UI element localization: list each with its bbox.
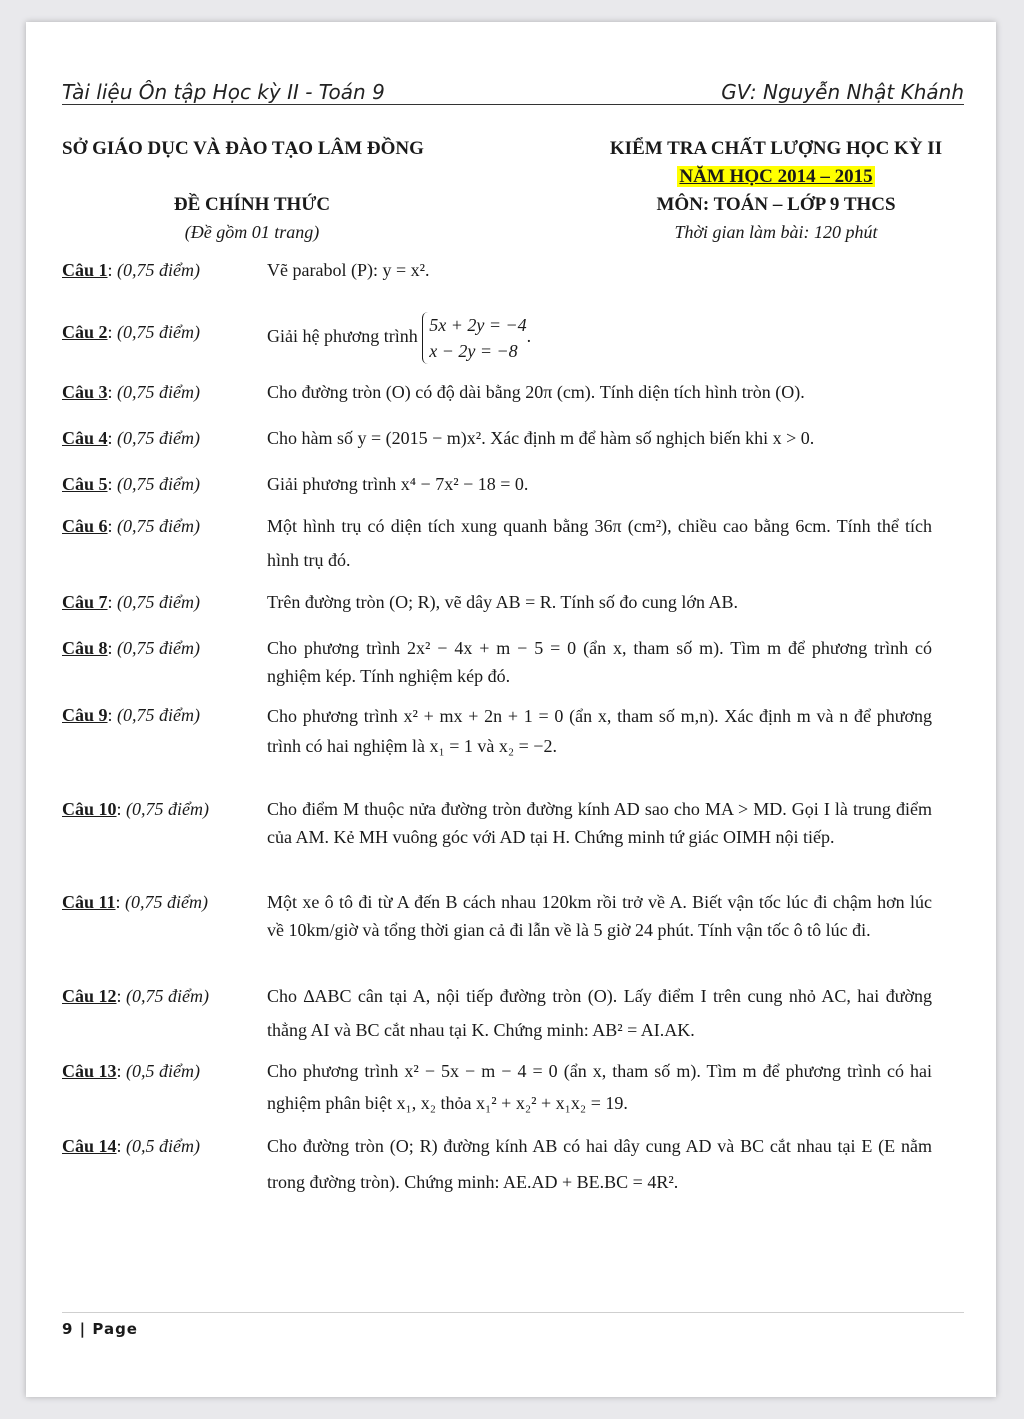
header-teacher: GV: Nguyễn Nhật Khánh xyxy=(721,80,964,104)
exam-title: KIỂM TRA CHẤT LƯỢNG HỌC KỲ II xyxy=(609,138,943,159)
question-number: Câu 10 xyxy=(62,799,117,819)
time-limit-note: Thời gian làm bài: 120 phút xyxy=(674,222,878,242)
question-number: Câu 3 xyxy=(62,382,108,402)
question-label: Câu 9: (0,75 điểm) xyxy=(62,705,201,725)
question-number: Câu 1 xyxy=(62,260,108,280)
question-label: Câu 3: (0,75 điểm) xyxy=(62,382,201,402)
question-text: Cho hàm số y = (2015 − m)x². Xác định m để hàm số nghịch biến khi x > 0. xyxy=(267,428,815,448)
header-doc-title: Tài liệu Ôn tập Học kỳ II - Toán 9 xyxy=(62,80,385,104)
question-label: Câu 6: (0,75 điểm) xyxy=(62,516,201,536)
question-label: Câu 5: (0,75 điểm) xyxy=(62,474,201,494)
question-text: Cho phương trình x² − 5x − m − 4 = 0 (ẩn x, tham số m). Tìm m để phương trình có hai nghiệm phân biệt x₁, x₂ thỏa x₁² + x₂² + x₁x₂ = 19. xyxy=(267,1061,932,1113)
question-text: Cho đường tròn (O; R) đường kính AB có hai dây cung AD và BC cắt nhau tại E (E nằm trong đường tròn). Chứng minh: AE.AD + BE.BC = 4R². xyxy=(267,1136,932,1192)
school-year-highlight: NĂM HỌC 2014 – 2015 xyxy=(679,166,873,187)
page-number: 9 | Page xyxy=(62,1320,138,1338)
question-points: (0,75 điểm) xyxy=(117,382,201,402)
question-label: Câu 11: (0,75 điểm) xyxy=(62,892,209,912)
question-text: Giải phương trình x⁴ − 7x² − 18 = 0. xyxy=(267,474,529,494)
question-points: (0,75 điểm) xyxy=(117,592,201,612)
footer-divider xyxy=(62,1312,964,1313)
question-number: Câu 2 xyxy=(62,322,108,342)
question-label: Câu 4: (0,75 điểm) xyxy=(62,428,201,448)
question-number: Câu 4 xyxy=(62,428,108,448)
subject-label: MÔN: TOÁN – LỚP 9 THCS xyxy=(656,194,896,215)
question-text: Cho phương trình 2x² − 4x + m − 5 = 0 (ẩn x, tham số m). Tìm m để phương trình có nghiệm kép. Tính nghiệm kép đó. xyxy=(267,638,932,686)
header-divider xyxy=(62,104,964,105)
question-text: Một hình trụ có diện tích xung quanh bằng 36π (cm²), chiều cao bằng 6cm. Tính thể tích hình trụ đó. xyxy=(267,516,932,570)
question-points: (0,5 điểm) xyxy=(126,1061,201,1081)
question-text: Một xe ô tô đi từ A đến B cách nhau 120km rồi trở về A. Biết vận tốc lúc đi chậm hơn lúc về 10km/giờ và tổng thời gian cả đi lẫn về là 5 giờ 24 phút. Tính vận tốc ô tô lúc đi. xyxy=(267,892,932,940)
question-label: Câu 7: (0,75 điểm) xyxy=(62,592,201,612)
question-number: Câu 13 xyxy=(62,1061,117,1081)
question-label: Câu 1: (0,75 điểm) xyxy=(62,260,201,280)
question-points: (0,75 điểm) xyxy=(117,322,201,342)
school-year xyxy=(586,166,966,188)
question-label: Câu 12: (0,75 điểm) xyxy=(62,986,210,1006)
question-number: Câu 14 xyxy=(62,1136,117,1156)
question-points: (0,75 điểm) xyxy=(117,638,201,658)
question-points: (0,5 điểm) xyxy=(126,1136,201,1156)
question-points: (0,75 điểm) xyxy=(117,474,201,494)
question-points: (0,75 điểm) xyxy=(117,260,201,280)
question-number: Câu 11 xyxy=(62,892,116,912)
question-text: Cho ∆ABC cân tại A, nội tiếp đường tròn (O). Lấy điểm I trên cung nhỏ AC, hai đường thẳng AI và BC cắt nhau tại K. Chứng minh: AB² = AI.AK. xyxy=(267,986,932,1040)
page-count-note: (Đề gồm 01 trang) xyxy=(184,222,320,242)
question-label: Câu 14: (0,5 điểm) xyxy=(62,1136,201,1156)
question-points: (0,75 điểm) xyxy=(117,428,201,448)
question-points: (0,75 điểm) xyxy=(126,799,210,819)
equation-system xyxy=(422,312,526,364)
equation-1: 5x + 2y = −4 xyxy=(429,315,527,335)
question-number: Câu 7 xyxy=(62,592,108,612)
question-label: Câu 10: (0,75 điểm) xyxy=(62,799,210,819)
document-page xyxy=(26,22,996,1397)
official-label: ĐỀ CHÍNH THỨC xyxy=(173,194,331,215)
question-text xyxy=(267,312,932,364)
question-points: (0,75 điểm) xyxy=(117,705,201,725)
question-points: (0,75 điểm) xyxy=(126,986,210,1006)
equation-2: x − 2y = −8 xyxy=(429,341,518,361)
question-text: Cho phương trình x² + mx + 2n + 1 = 0 (ẩn x, tham số m,n). Xác định m và n để phương trình có hai nghiệm là x₁ = 1 và x₂ = −2. xyxy=(267,706,932,756)
question-text: Cho đường tròn (O) có độ dài bằng 20π (cm). Tính diện tích hình tròn (O). xyxy=(267,382,805,402)
question-text-after: . xyxy=(526,326,532,347)
question-number: Câu 5 xyxy=(62,474,108,494)
question-number: Câu 8 xyxy=(62,638,108,658)
question-number: Câu 9 xyxy=(62,705,108,725)
question-points: (0,75 điểm) xyxy=(125,892,209,912)
question-label: Câu 8: (0,75 điểm) xyxy=(62,638,201,658)
question-text: Vẽ parabol (P): y = x². xyxy=(267,260,430,280)
question-label: Câu 2: (0,75 điểm) xyxy=(62,322,201,342)
question-label: Câu 13: (0,5 điểm) xyxy=(62,1061,201,1081)
department-name: SỞ GIÁO DỤC VÀ ĐÀO TẠO LÂM ĐỒNG xyxy=(62,138,424,159)
question-text: Trên đường tròn (O; R), vẽ dây AB = R. Tính số đo cung lớn AB. xyxy=(267,592,738,612)
question-text-before: Giải hệ phương trình xyxy=(267,326,418,347)
question-number: Câu 6 xyxy=(62,516,108,536)
question-text: Cho điểm M thuộc nửa đường tròn đường kính AD sao cho MA > MD. Gọi I là trung điểm của AM. Kẻ MH vuông góc với AD tại H. Chứng minh tứ giác OIMH nội tiếp. xyxy=(267,799,932,847)
question-number: Câu 12 xyxy=(62,986,117,1006)
question-points: (0,75 điểm) xyxy=(117,516,201,536)
